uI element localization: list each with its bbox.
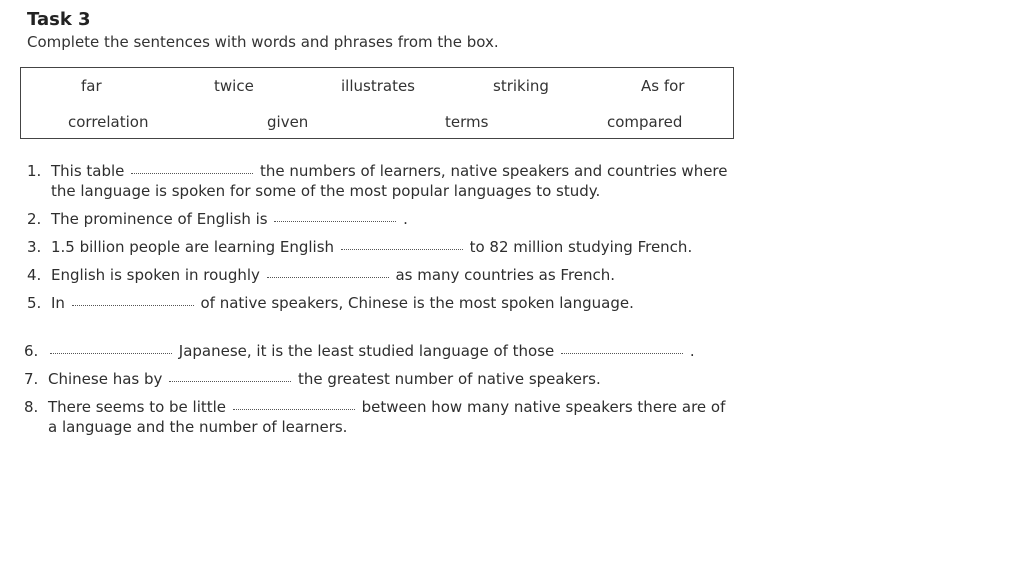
word-box-item: terms — [445, 113, 489, 131]
item-number: 8. — [24, 398, 39, 416]
sentence-line — [51, 181, 600, 201]
sentence-text: the language is spoken for some of the most popular languages to study. — [51, 182, 601, 200]
sentence-text: This table — [51, 162, 125, 180]
word-box-item: As for — [641, 77, 685, 95]
sentence-line — [51, 293, 634, 313]
sentence-text: the greatest number of native speakers. — [297, 370, 601, 388]
sentence-line — [51, 209, 408, 229]
sentence-text: the numbers of learners, native speakers and countries where — [259, 162, 728, 180]
sentence-line — [51, 237, 692, 257]
sentence-text: There seems to be little — [48, 398, 227, 416]
answer-blank[interactable] — [274, 220, 396, 222]
answer-blank[interactable] — [131, 172, 253, 174]
word-box — [20, 67, 734, 139]
item-number: 5. — [27, 294, 42, 312]
task-title: Task 3 — [27, 9, 91, 30]
sentence-text: The prominence of English is — [51, 210, 268, 228]
word-box-item: twice — [214, 77, 254, 95]
answer-blank[interactable] — [169, 380, 291, 382]
item-number: 4. — [27, 266, 42, 284]
word-box-item: correlation — [68, 113, 149, 131]
sentence-text: of native speakers, Chinese is the most spoken language. — [200, 294, 634, 312]
sentence-line — [48, 397, 725, 417]
sentence-text: a language and the number of learners. — [48, 418, 348, 436]
sentence-line — [48, 417, 347, 437]
word-box-item: compared — [607, 113, 683, 131]
task-instructions: Complete the sentences with words and phrases from the box. — [27, 33, 499, 51]
sentence-text: Chinese has by — [48, 370, 163, 388]
answer-blank[interactable] — [561, 352, 683, 354]
item-number: 7. — [24, 370, 39, 388]
sentence-line — [51, 161, 728, 181]
sentence-line — [48, 341, 695, 361]
answer-blank[interactable] — [50, 352, 172, 354]
sentence-text: English is spoken in roughly — [51, 266, 260, 284]
item-number: 2. — [27, 210, 42, 228]
sentence-text: between how many native speakers there are of — [361, 398, 726, 416]
answer-blank[interactable] — [267, 276, 389, 278]
sentence-line — [48, 369, 601, 389]
answer-blank[interactable] — [72, 304, 194, 306]
item-number: 1. — [27, 162, 42, 180]
sentence-line — [51, 265, 615, 285]
word-box-item: illustrates — [341, 77, 415, 95]
word-box-item: striking — [493, 77, 549, 95]
sentence-text: In — [51, 294, 65, 312]
item-number: 6. — [24, 342, 39, 360]
answer-blank[interactable] — [341, 248, 463, 250]
sentence-text: to 82 million studying French. — [469, 238, 693, 256]
word-box-item: given — [267, 113, 309, 131]
sentence-text: Japanese, it is the least studied language of those — [178, 342, 555, 360]
sentence-text: as many countries as French. — [395, 266, 616, 284]
answer-blank[interactable] — [233, 408, 355, 410]
sentence-text: . — [403, 210, 408, 228]
item-number: 3. — [27, 238, 42, 256]
sentence-text: . — [689, 342, 695, 360]
sentence-text: 1.5 billion people are learning English — [51, 238, 335, 256]
word-box-item: far — [81, 77, 102, 95]
